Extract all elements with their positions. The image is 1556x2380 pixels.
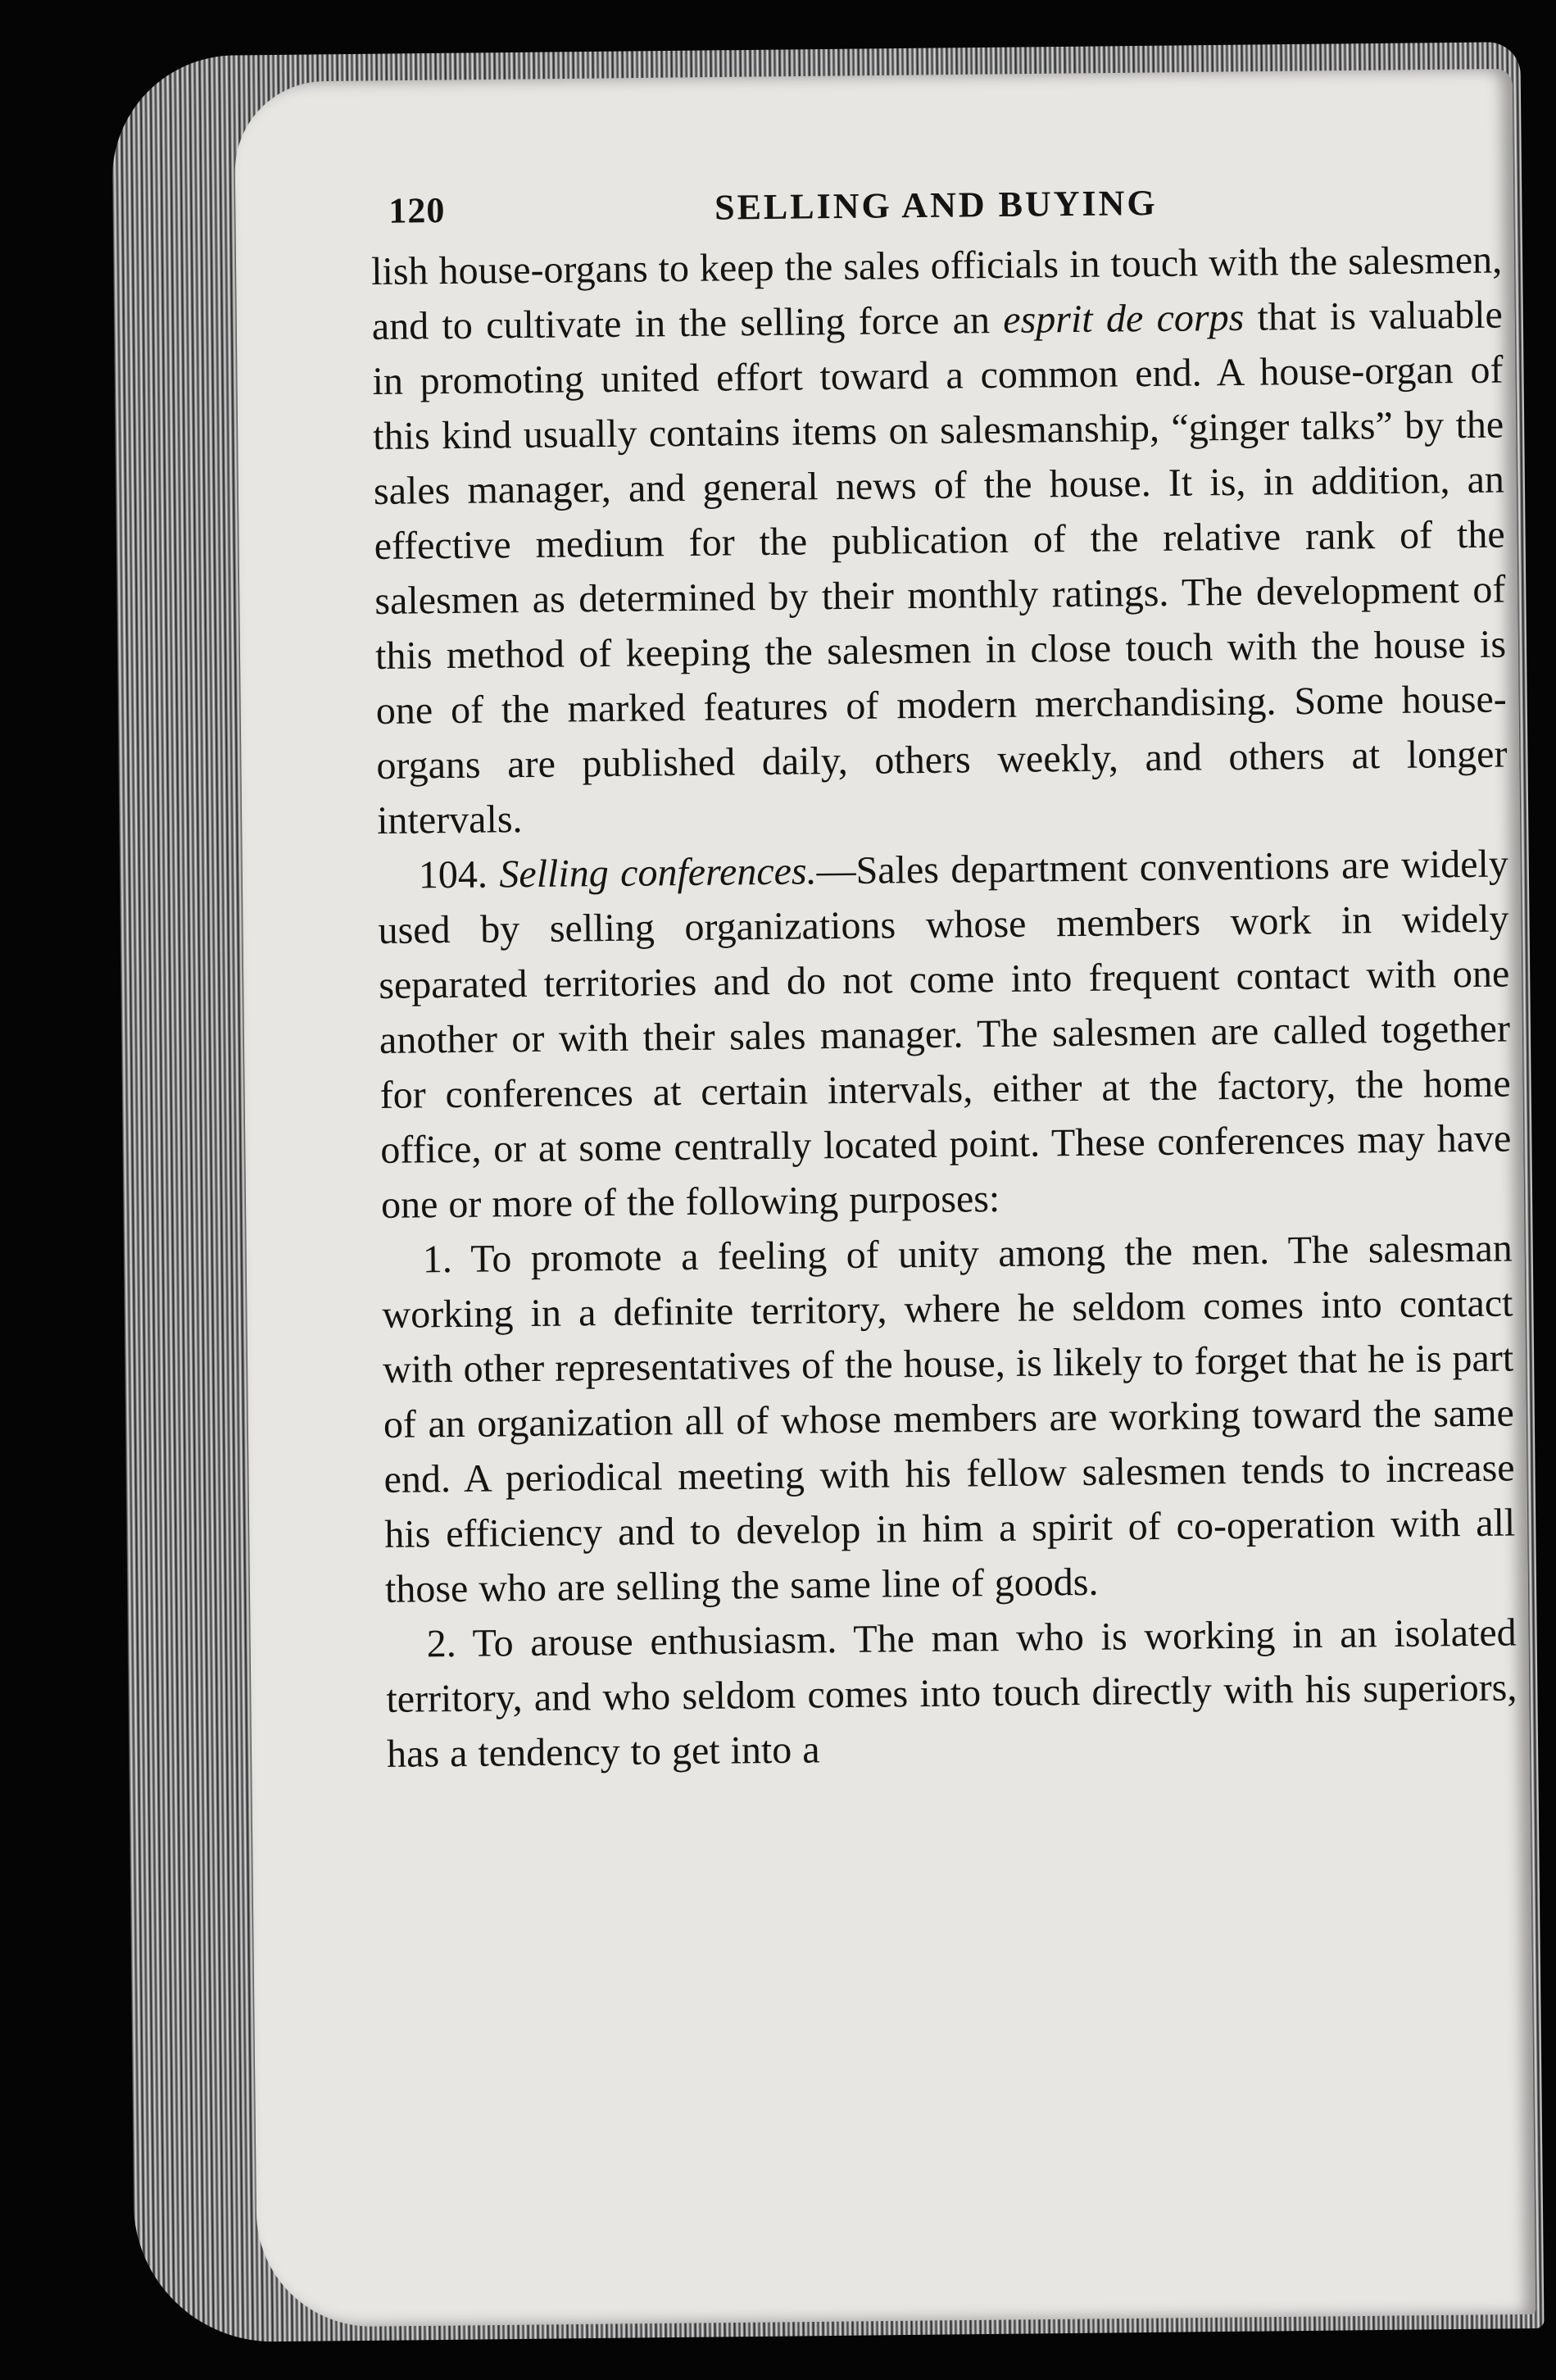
paragraph-selling-conferences [378, 837, 1513, 1233]
paragraph-purpose-1 [381, 1220, 1516, 1616]
paragraph-purpose-2 [385, 1605, 1517, 1781]
page-header [370, 169, 1502, 238]
section-number: 104. [418, 852, 500, 897]
paragraph-text: —Sales department conventions are widely used by selling organizations whose members work in widely separated territories and do not come into frequent contact with one another or with their sales manager. The salesmen are called together for conferences at certain intervals, either at the factory, the home office, or at some centrally located point. These conferences may have one or more of the following purposes: [378, 842, 1512, 1227]
paragraph-text: 2. To arouse enthusiasm. The man who is working in an isolated territory, and who seldom comes into touch directly with his superiors, has a tendency to get into a [386, 1610, 1517, 1776]
page-number: 120 [388, 190, 446, 231]
paragraph-text: lish house-organs to keep the sales officials in touch with the salesmen, and to cultivate in the selling force an [370, 238, 1503, 348]
paragraph-text: that is valuable in promoting united effort toward a common end. A house-organ of this kind usually contains items on salesmanship, “ginger talks” by the sales manager, and general news of the house. It is, in addition, an effective medium for the publication of the relative rank of the salesmen as determined by their monthly ratings. The development of this method of keeping the salesmen in close touch with the house is one of the marked features of modern merchandising. Some house-organs are published daily, others weekly, and others at longer intervals. [372, 293, 1508, 843]
paragraph-text: 1. To promote a feeling of unity among the men. The salesman working in a definite territory, where he seldom comes into contact with other representatives of the house, is likely to forget that he is part of an organization all of whose members are working toward the same end. A periodical meeting with his fellow salesmen tends to increase his efficiency and to develop in him a spirit of co-operation with all those who are selling the same line of goods. [382, 1226, 1516, 1611]
running-head: SELLING AND BUYING [714, 182, 1158, 228]
italic-term: esprit de corps [1002, 295, 1245, 342]
paragraph-house-organs [371, 233, 1508, 848]
section-heading: Selling conferences. [499, 849, 817, 897]
page-content [370, 169, 1517, 1782]
